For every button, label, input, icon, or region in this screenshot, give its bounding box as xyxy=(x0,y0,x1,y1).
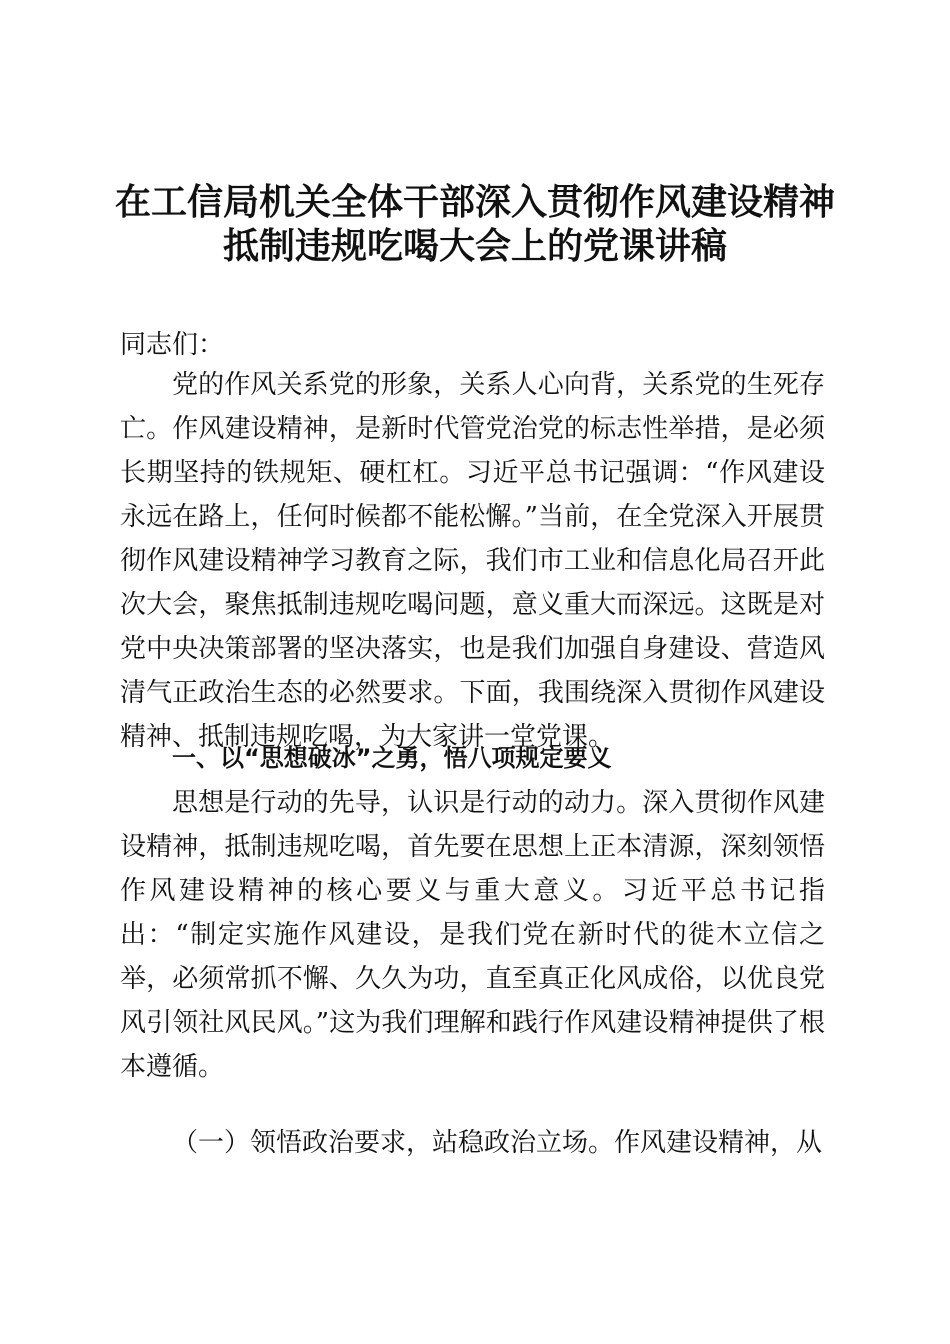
paragraph-intro: 党的作风关系党的形象，关系人心向背，关系党的生死存亡。作风建设精神，是新时代管党治党的标志性举措，是必须长期坚持的铁规矩、硬杠杠。习近平总书记强调：“作风建设永远在路上，任何时候都不能松懈。”当前，在全党深入开展贯彻作风建设精神学习教育之际，我们市工业和信息化局召开此次大会，聚焦抵制违规吃喝问题，意义重大而深远。这既是对党中央决策部署的坚决落实，也是我们加强自身建设、营造风清气正政治生态的必然要求。下面，我围绕深入贯彻作风建设精神、抵制违规吃喝，为大家讲一堂党课。 xyxy=(120,370,825,752)
paragraph-section1: 思想是行动的先导，认识是行动的动力。深入贯彻作风建设精神，抵制违规吃喝，首先要在思想上正本清源，深刻领悟作风建设精神的核心要义与重大意义。习近平总书记指出：“制定实施作风建设，是我们党在新时代的徙木立信之举，必须常抓不懈、久久为功，直至真正化风成俗，以优良党风引领社风民风。”这为我们理解和践行作风建设精神提供了根本遵循。 xyxy=(120,788,825,1082)
document-title-line2: 抵制违规吃喝大会上的党课讲稿 xyxy=(222,225,727,267)
section-heading-1: 一、以“思想破冰”之勇，悟八项规定要义 xyxy=(172,744,612,772)
paragraph-subsection1: （一）领悟政治要求，站稳政治立场。作风建设精神，从 xyxy=(172,1128,823,1158)
document-title-line1: 在工信局机关全体干部深入贯彻作风建设精神 xyxy=(114,181,835,223)
salutation: 同志们： xyxy=(120,330,225,360)
